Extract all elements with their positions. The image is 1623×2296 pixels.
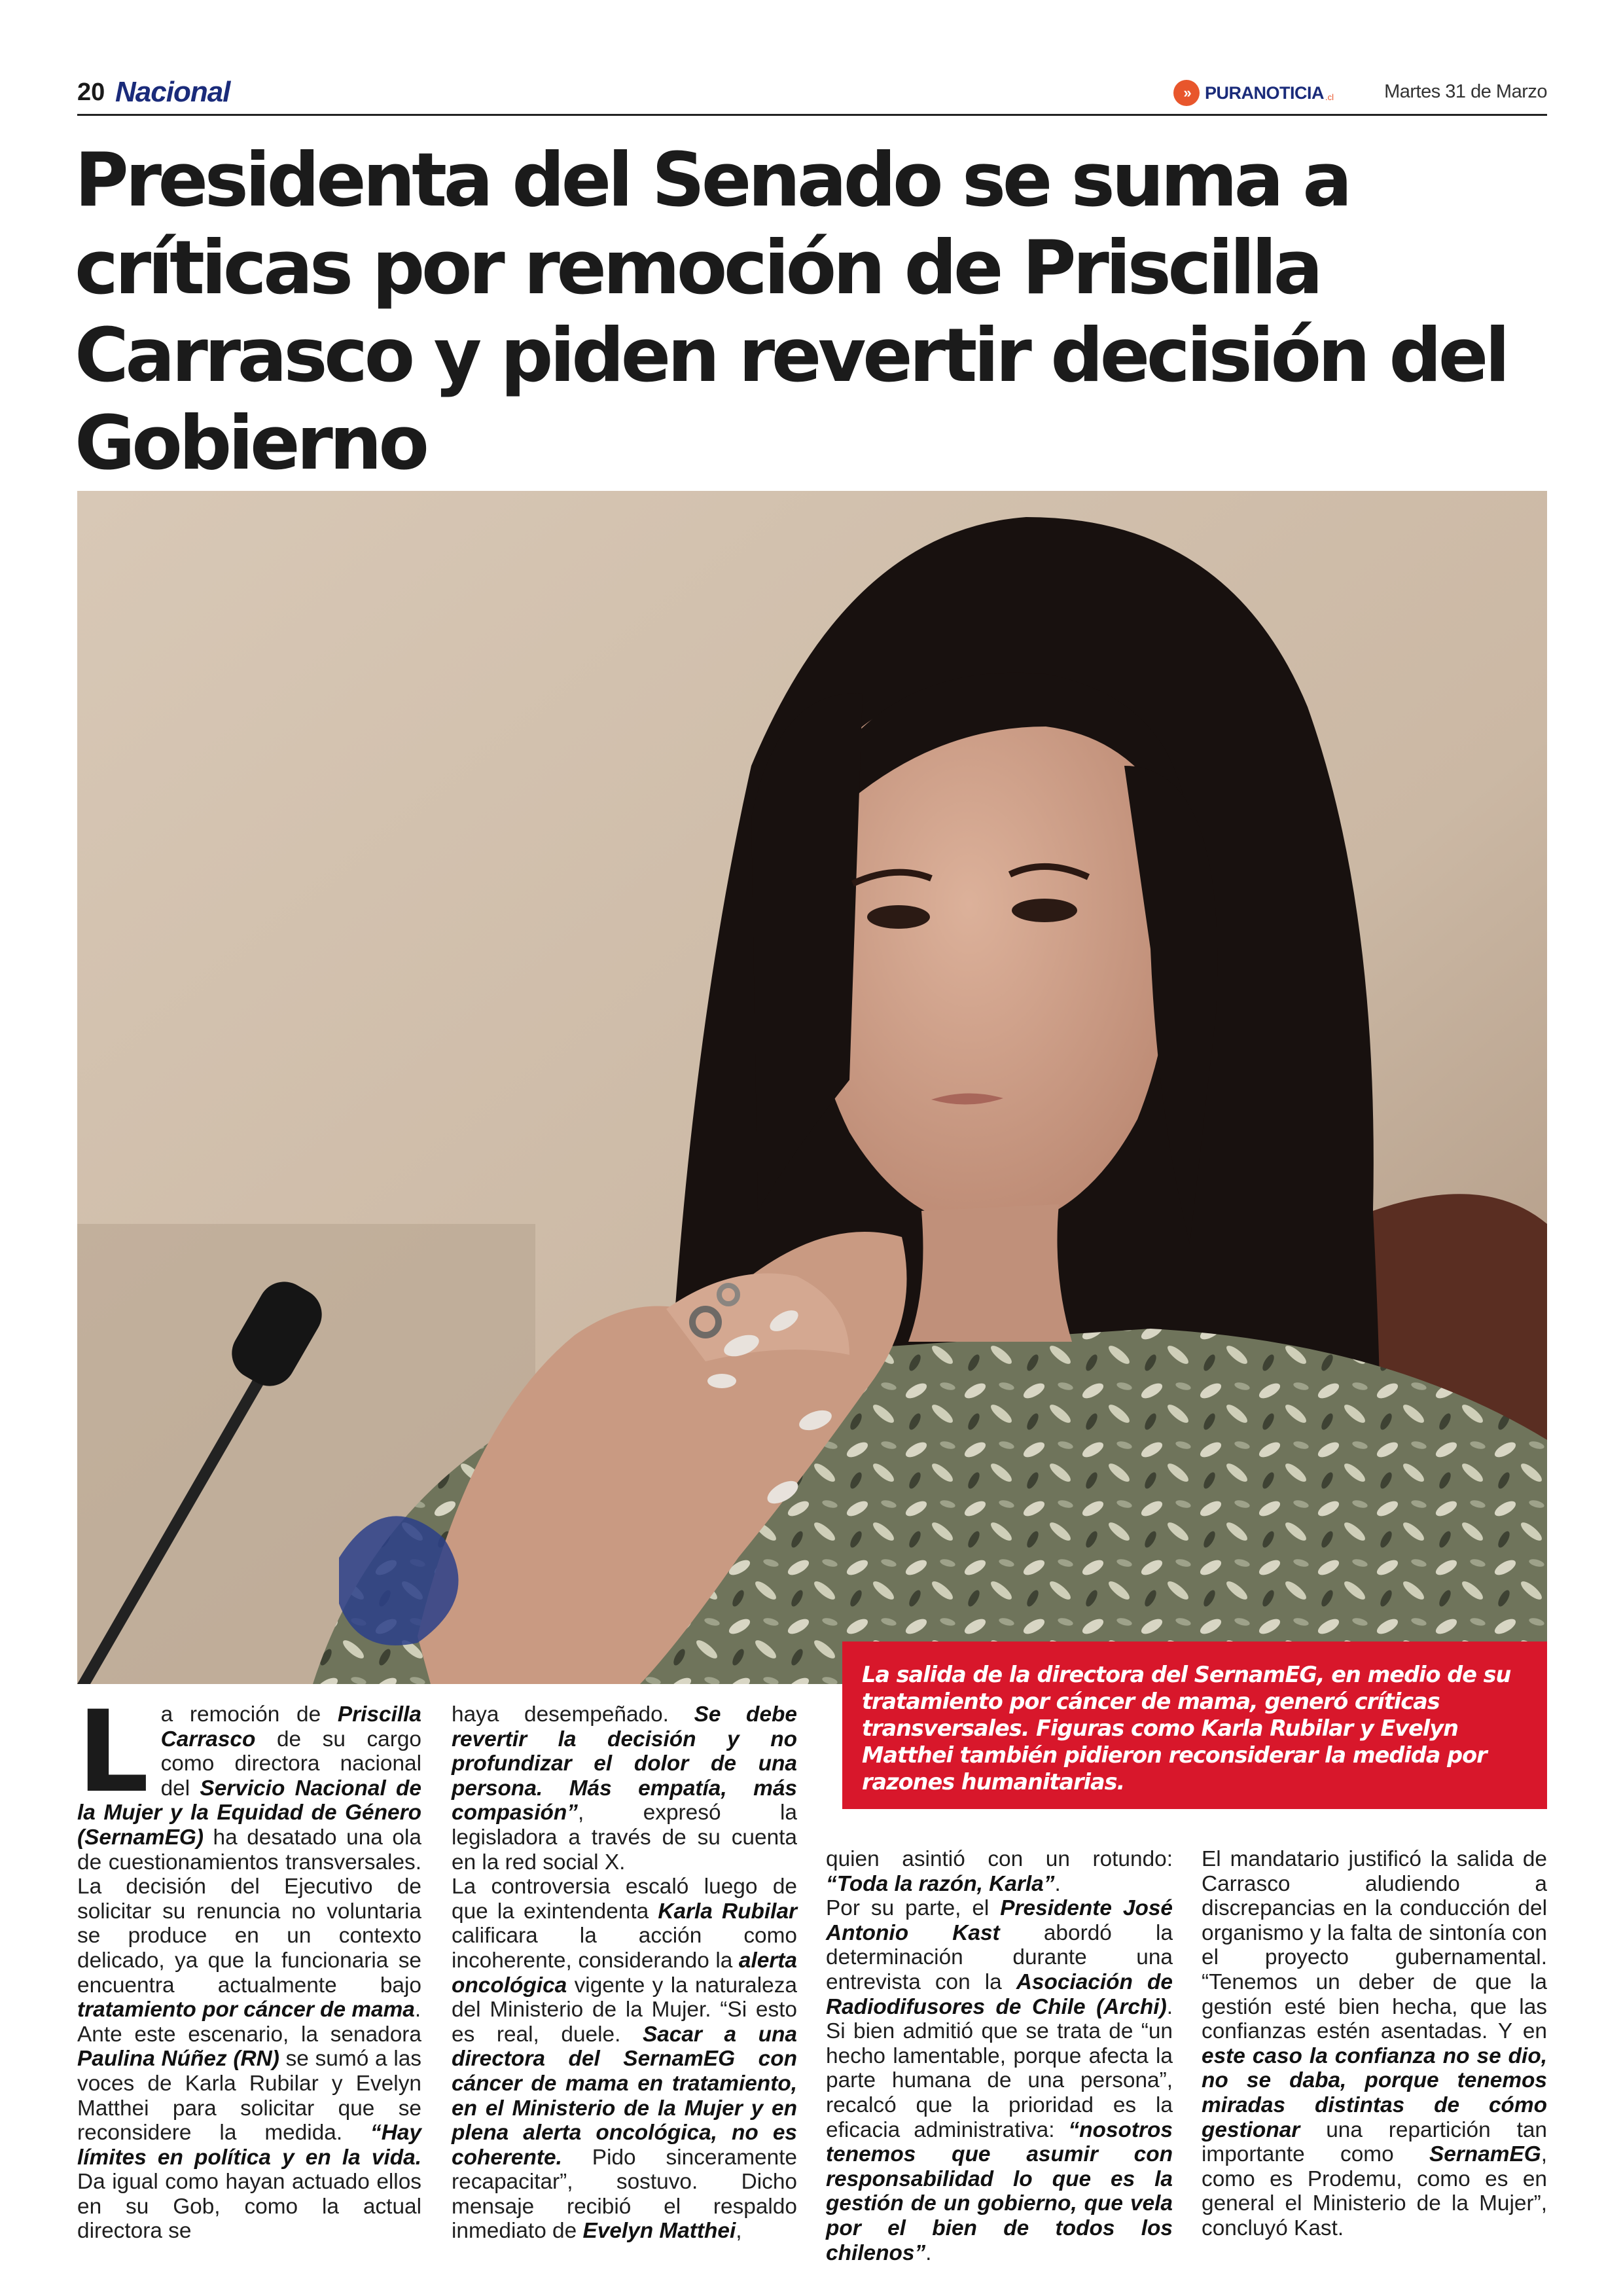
body-run: El mandatario justificó la salida de Carrasco aludiendo a discrepancias en la conducción del organismo y la falta de sintonía con el proyecto gubernamental. “Tenemos un deber de que la gestión esté bien hecha, que las confianzas estén asentadas. Y en — [1202, 1847, 1547, 2044]
article-photo — [77, 491, 1547, 1684]
body-run: , — [736, 2219, 742, 2244]
emphasis-text: Priscilla Carrasco — [160, 1702, 421, 1751]
body-run: , como es Prodemu, como es en general el Ministerio de la Mujer”, concluyó Kast. — [1202, 2142, 1547, 2240]
article-text-col1 — [77, 1686, 421, 2244]
article-column-3 — [826, 1847, 1173, 2265]
emphasis-text: “nosotros tenemos que asumir con responsabilidad lo que es la gestión de un gobierno, que vela por el bien de todos los chilenos” — [826, 2117, 1173, 2265]
body-run: La controversia escaló luego de que la exintendenta — [452, 1874, 797, 1924]
emphasis-text: Paulina Núñez (RN) — [77, 2047, 279, 2072]
body-run: . — [1054, 1871, 1061, 1896]
article-column-2 — [452, 1702, 797, 2244]
body-run: Pido sinceramente recapacitar”, sostuvo. Dicho mensaje recibió el respaldo inmediato de — [452, 2145, 797, 2244]
emphasis-text: alerta oncológica — [452, 1948, 797, 1998]
body-run: abordó la determinación durante una entrevista con la — [826, 1920, 1173, 1994]
page-number: 20 — [77, 79, 105, 106]
emphasis-text: Karla Rubilar — [658, 1899, 798, 1924]
article-text-col2 — [452, 1702, 797, 2244]
brand-suffix: .cl — [1325, 92, 1334, 102]
body-run: Ante este escenario, la senadora — [77, 2022, 421, 2047]
body-run: haya desempeñado. — [452, 1702, 694, 1727]
headline: Presidenta del Senado se suma a críticas por remoción de Priscilla Carrasco y piden revertir decisión del Gobierno — [75, 137, 1507, 486]
emphasis-text: Sacar a una directora del SernamEG con cáncer de mama en tratamiento, en el Ministerio de la Mujer y en plena alerta oncológica, no es coherente. — [452, 2022, 798, 2170]
emphasis-text: Asociación de Radiodifusores de Chile (Archi) — [826, 1969, 1173, 2019]
body-run: Por su parte, el — [826, 1896, 1001, 1921]
emphasis-text: Presidente José Antonio Kast — [826, 1896, 1173, 1945]
brand-logo — [1173, 79, 1334, 107]
section-title: Nacional — [115, 76, 230, 108]
drop-cap: L — [77, 1686, 149, 1818]
brand-name: PURANOTICIA — [1205, 82, 1324, 103]
header-rule — [77, 114, 1547, 116]
emphasis-text: “Hay límites en política y en la vida. — [77, 2121, 421, 2170]
body-run: Da igual como hayan actuado ellos en su Gob, como la actual directora se — [77, 2170, 421, 2244]
body-run: de su cargo como directora nacional del — [160, 1727, 421, 1801]
body-run: . — [925, 2240, 932, 2265]
emphasis-text: tratamiento por cáncer de mama — [77, 1998, 415, 2022]
emphasis-text: Servicio Nacional de la Mujer y la Equidad de Género (SernamEG) — [77, 1776, 421, 1850]
emphasis-text: Evelyn Matthei — [582, 2219, 736, 2244]
body-run: ha desatado una ola de cuestionamientos transversales. La decisión del Ejecutivo de solicitar su renuncia no voluntaria se produce en un contexto delicado, ya que la funcionaria se encuentra actualmente bajo — [77, 1825, 421, 1998]
body-run: se sumó a las voces de Karla Rubilar y Evelyn Matthei para solicitar que se reconsidere la medida. — [77, 2047, 421, 2145]
body-run: , expresó la legisladora a través de su cuenta en la red social X. — [452, 1801, 797, 1874]
body-run: a remoción de — [160, 1702, 338, 1727]
article-column-1 — [77, 1686, 421, 2244]
body-run: . Si bien admitió que se trata de “un hecho lamentable, porque afecta la parte humana de una persona”, recalcó que la prioridad es la eficacia administrativa: — [826, 1994, 1173, 2142]
article-text-col4 — [1202, 1847, 1547, 2241]
body-run: calificara la acción como incoherente, considerando la — [452, 1924, 797, 1973]
emphasis-text: Se debe revertir la decisión y no profundizar el dolor de una persona. Más empatía, más compasión” — [452, 1702, 797, 1825]
chevrons-icon: » — [1173, 80, 1200, 106]
page-header — [77, 73, 1547, 113]
body-run: una repartición tan importante como — [1202, 2117, 1547, 2167]
article-column-4 — [1202, 1847, 1547, 2241]
photo-caption: La salida de la directora del SernamEG, en medio de su tratamiento por cáncer de mama, generó críticas transversales. Figuras como Karla Rubilar y Evelyn Matthei también pidieron reconsiderar la medida por razones humanitarias. — [842, 1641, 1547, 1809]
issue-date: Martes 31 de Marzo — [1384, 81, 1547, 102]
article-text-col3 — [826, 1847, 1173, 2265]
emphasis-text: este caso la confianza no se dio, no se daba, porque tenemos miradas distintas de cómo gestionar — [1202, 2043, 1547, 2142]
emphasis-text: SernamEG — [1429, 2142, 1541, 2167]
body-run: quien asintió con un rotundo: — [826, 1847, 1173, 1871]
body-run: . — [414, 1998, 421, 2022]
body-run: vigente y la naturaleza del Ministerio de la Mujer. “Si esto es real, duele. — [452, 1973, 797, 2047]
emphasis-text: “Toda la razón, Karla” — [826, 1871, 1055, 1896]
